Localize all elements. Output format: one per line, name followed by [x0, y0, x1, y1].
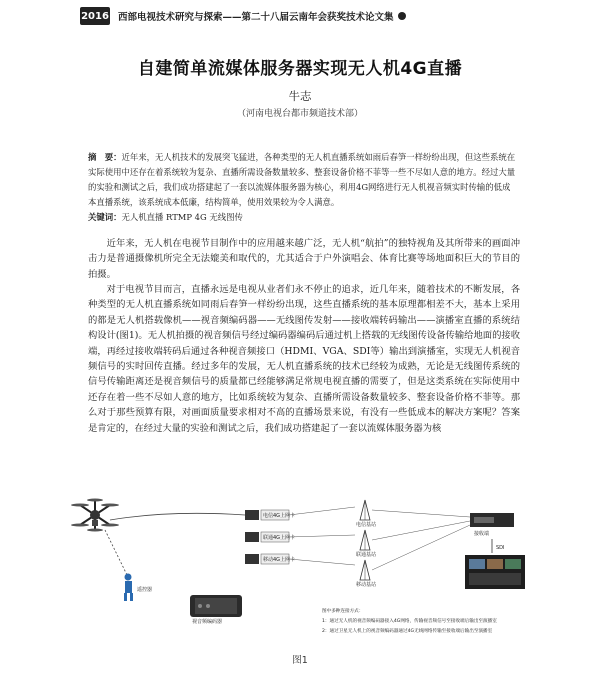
article-author: 牛志: [288, 89, 312, 103]
cell-tower-3-label: 移动基站: [356, 582, 377, 588]
downlink-line-2: [372, 521, 470, 540]
uplink-line-2: [289, 535, 355, 537]
sdi-label: SDI: [496, 545, 505, 551]
abstract-label: 摘 要：: [88, 152, 122, 162]
controller-label: 遥控器: [137, 587, 153, 593]
running-header-text: 西部电视技术研究与探索——第二十八届云南年会获奖技术论文集: [118, 12, 394, 23]
article-title: 自建简单流媒体服务器实现无人机4G直播: [137, 59, 463, 79]
figure-caption: 图1: [292, 655, 308, 666]
abstract-text: 近年来，无人机技术的发展突飞猛进，各种类型的无人机直播系统如雨后春笋一样纷纷出现，但这些系统在实际使用中还存在着系统较为复杂、直播所需设备数量较多、整套设备价格不菲等一些不尽如人意的地方。经过大量的实验和测试之后，我们成功搭建起了一套以流媒体服务器为核心，利用4G网络进行无人机视音频实时传输的低成本直播系统，该系统成本低廉，结构简单，使用效果较为令人满意。: [88, 152, 516, 207]
figure-note-title: 图中多种连接方式：: [322, 609, 364, 614]
downlink-line-3: [372, 525, 470, 570]
cell-tower-1-label: 电信基站: [356, 522, 377, 528]
encoder-case-icon: [190, 595, 242, 617]
4g-modem-unit-3-label: 移动4G上网卡: [263, 557, 296, 563]
operator-icon: [124, 574, 133, 602]
uplink-line-1: [289, 507, 355, 515]
running-header: [80, 6, 550, 26]
cell-tower-3-icon: [360, 560, 370, 580]
keywords-label: 关键词：: [88, 212, 122, 222]
drone-icon: [71, 499, 119, 532]
receiver-label: 接收端: [474, 531, 490, 537]
cell-tower-2-label: 联通基站: [356, 552, 377, 558]
4g-modem-unit-2-label: 联通4G上网卡: [263, 535, 296, 541]
encoder-label: 视音频编码器: [192, 619, 223, 625]
keywords: [88, 211, 518, 223]
system-diagram-figure: [70, 495, 540, 645]
keywords-text: 无人机直播 RTMP 4G 无线图传: [121, 212, 243, 222]
4g-modem-unit-1-label: 电信4G上网卡: [263, 513, 296, 519]
figure-notes: [322, 607, 497, 634]
year-badge: 2016: [80, 7, 110, 25]
cell-tower-1-icon: [360, 500, 370, 520]
receiver-rack-icon: [470, 513, 514, 527]
studio-monitor-wall-icon: [465, 555, 525, 589]
figure-note-2: 2：通过卫星无人机上的视音频编码器通过4G无线网络传输至接收端后输出至演播室: [322, 629, 493, 634]
article-affiliation: （河南电视台都市频道技术部）: [236, 109, 363, 119]
uplink-line-3: [289, 559, 355, 565]
header-bullet-icon: [398, 12, 406, 20]
body-paragraph-1: 近年来，无人机在电视节目制作中的应用越来越广泛，无人机“航拍”的独特视角及其所带来的画面冲击力是普通摄像机所完全无法媲美和取代的，尤其适合于户外演唱会、体育比赛等场地面积巨大的节目的拍摄。: [88, 238, 520, 280]
cell-tower-2-icon: [360, 530, 370, 550]
figure-note-1: 1：通过无人机的视音频编码器接入4G网络，传输视音频信号至接收端后输出至演播室: [322, 619, 497, 624]
control-link-line: [105, 530, 128, 577]
downlink-line-1: [372, 510, 470, 517]
body-paragraph-2: 对于电视节目而言，直播永远是电视从业者们永不停止的追求，近几年来，随着技术的不断发展，各种类型的无人机直播系统如同雨后春笋一样纷纷出现，这些直播系统的基本原理都相差不大，基本上采用的都是无人机搭载像机——视音频编码器——无线图传发射——接收端转码输出——演播室直播的系统结构设计(图1)。无人机拍摄的视音频信号经过编码器编码后通过机上搭载的无线图传设备传输给地面的接收端，再经过接收端转码后通过各种视音频接口（HDMI、VGA、SDI等）输出到演播室，实现无人机视音频信号的实时回传直播。经过多年的发展，无人机直播系统的技术已经较为成熟，无论是无线图传系统的信号传输距离还是视音频信号的质量都已经能够满足常规电视直播的需要了，但是这类系统在实际使用中还存在着一些不尽如人意的地方，比如系统较为复杂、直播所需设备数量较多、整套设备价格不菲等。那么对于那些预算有限，对画面质量要求相对不高的直播场景来说，有没有一些低成本的解决方案呢？答案是肯定的，在经过大量的实验和测试之后，我们成功搭建起了一套以流媒体服务器为核: [88, 284, 520, 434]
link-line: [110, 513, 245, 520]
abstract: [88, 150, 518, 210]
